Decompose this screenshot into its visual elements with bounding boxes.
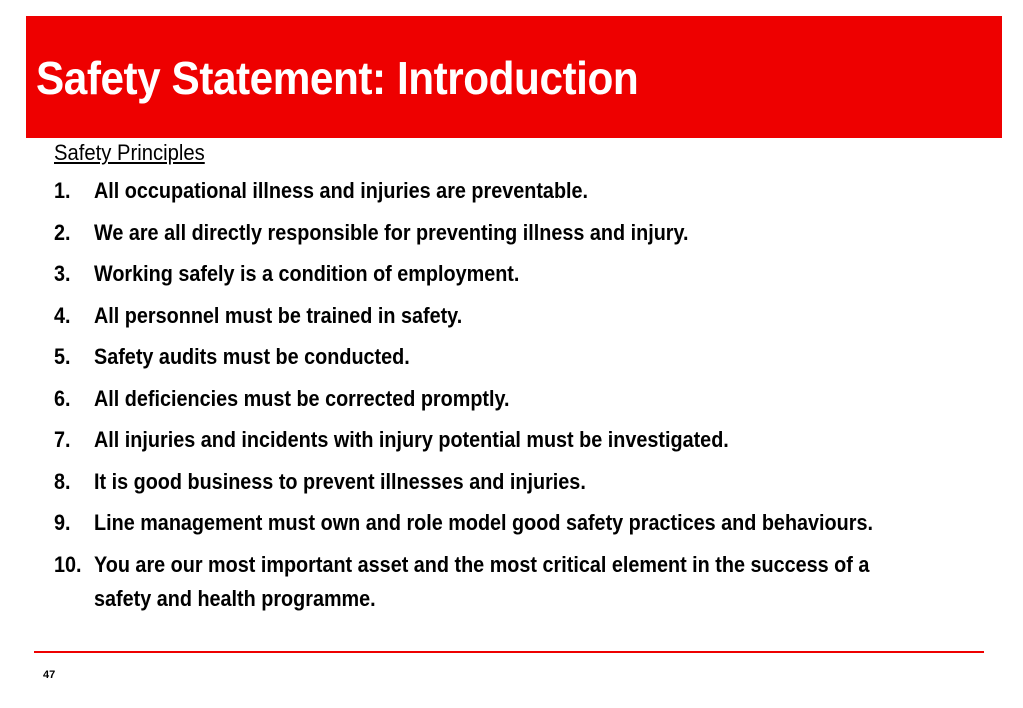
list-item (54, 548, 1014, 616)
list-item (54, 465, 1014, 499)
slide-title: Safety Statement: Introduction (36, 52, 639, 104)
item-number: 4. (54, 302, 71, 328)
list-item (54, 340, 1014, 374)
list-item (54, 216, 1014, 250)
slide-content (54, 138, 1014, 623)
page-number: 47 (43, 669, 56, 681)
item-number: 6. (54, 385, 71, 411)
item-text: All deficiencies must be corrected promptly. (94, 385, 510, 411)
item-text: Safety audits must be conducted. (94, 344, 410, 369)
list-item (54, 506, 1014, 540)
list-item (54, 257, 1014, 291)
item-number: 7. (54, 427, 71, 452)
section-subtitle: Safety Principles (54, 140, 205, 165)
title-banner (26, 16, 1002, 138)
item-text: All injuries and incidents with injury potential must be investigated. (94, 427, 729, 452)
list-item (54, 174, 1014, 208)
item-text: All occupational illness and injuries are preventable. (94, 178, 589, 203)
item-text: It is good business to prevent illnesses and injuries. (94, 468, 586, 494)
item-text: All personnel must be trained in safety. (94, 302, 463, 328)
item-number: 1. (54, 178, 71, 203)
list-item (54, 423, 1014, 457)
item-number: 2. (54, 219, 71, 245)
list-item (54, 299, 1014, 333)
item-text: Working safely is a condition of employment. (94, 261, 520, 286)
safety-principles-list (54, 174, 1014, 616)
item-number: 8. (54, 468, 71, 494)
item-number: 5. (54, 344, 71, 369)
item-text: You are our most important asset and the most critical element in the success of a safety and health programme. (94, 551, 870, 611)
item-number: 10. (54, 551, 82, 577)
item-number: 9. (54, 510, 71, 535)
list-item (54, 382, 1014, 416)
item-text: We are all directly responsible for preventing illness and injury. (94, 219, 689, 245)
item-number: 3. (54, 261, 71, 286)
footer-divider (34, 651, 984, 653)
item-text: Line management must own and role model good safety practices and behaviours. (94, 510, 873, 535)
